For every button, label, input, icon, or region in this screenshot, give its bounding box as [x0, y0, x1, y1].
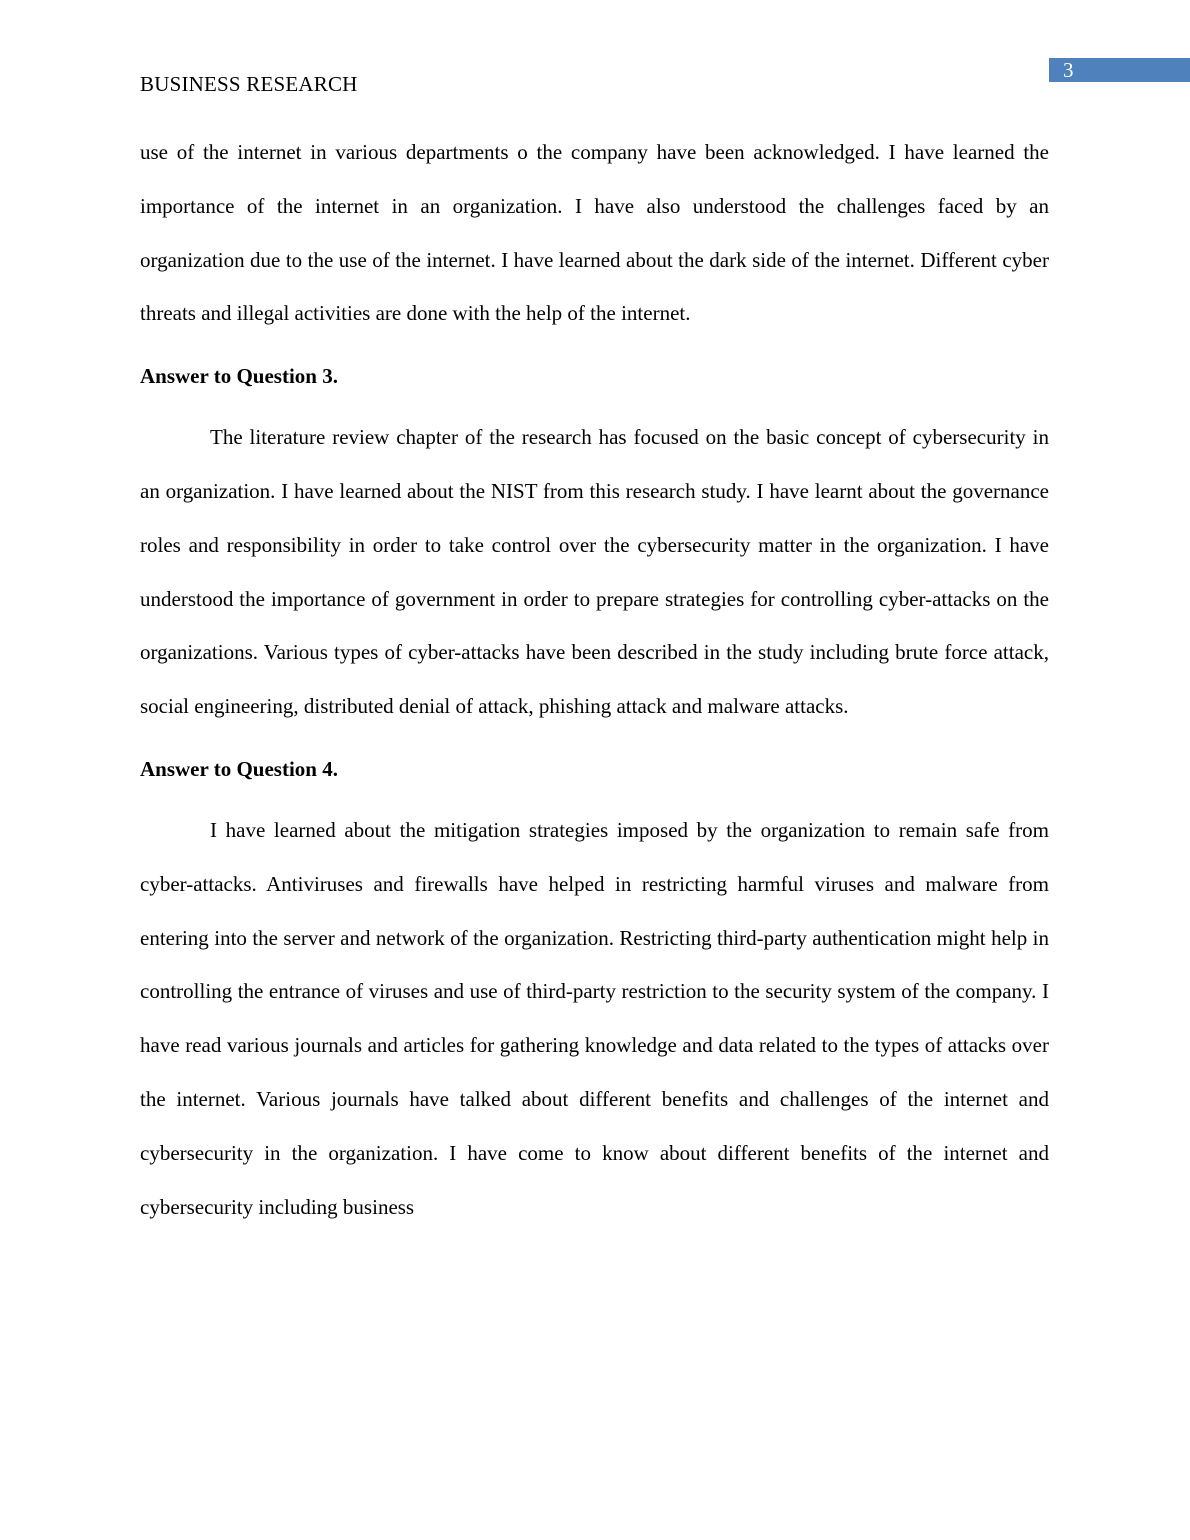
paragraph-answer-3: The literature review chapter of the research has focused on the basic concept of cybersecurity in an organization. I have learned about the NIST from this research study. I have learnt about the governance roles and responsibility in order to take control over the cybersecurity matter in the organization. I have understood the importance of government in order to prepare strategies for controlling cyber-attacks on the organizations. Various types of cyber-attacks have been described in the study including brute force attack, social engineering, distributed denial of attack, phishing attack and malware attacks.: [140, 425, 1049, 719]
paragraph-answer-4: I have learned about the mitigation strategies imposed by the organization to remain safe from cyber-attacks. Antiviruses and firewalls have helped in restricting harmful viruses and malware from entering into the server and network of the organization. Restricting third-party authentication might help in controlling the entrance of viruses and use of third-party restriction to the security system of the company. I have read various journals and articles for gathering knowledge and data related to the types of attacks over the internet. Various journals have talked about different benefits and challenges of the internet and cybersecurity in the organization. I have come to know about different benefits of the internet and cybersecurity including business: [140, 817, 1049, 1219]
page-number: 3: [1063, 58, 1074, 82]
heading-question-3: Answer to Question 3.: [140, 364, 338, 389]
document-body: [140, 126, 1049, 1234]
heading-question-4: Answer to Question 4.: [140, 756, 338, 781]
running-head: BUSINESS RESEARCH: [140, 72, 358, 96]
paragraph-continuation: use of the internet in various departments o the company have been acknowledged. I have learned the importance of the internet in an organization. I have also understood the challenges faced by an organization due to the use of the internet. I have learned about the dark side of the internet. Different cyber threats and illegal activities are done with the help of the internet.: [140, 140, 1049, 326]
